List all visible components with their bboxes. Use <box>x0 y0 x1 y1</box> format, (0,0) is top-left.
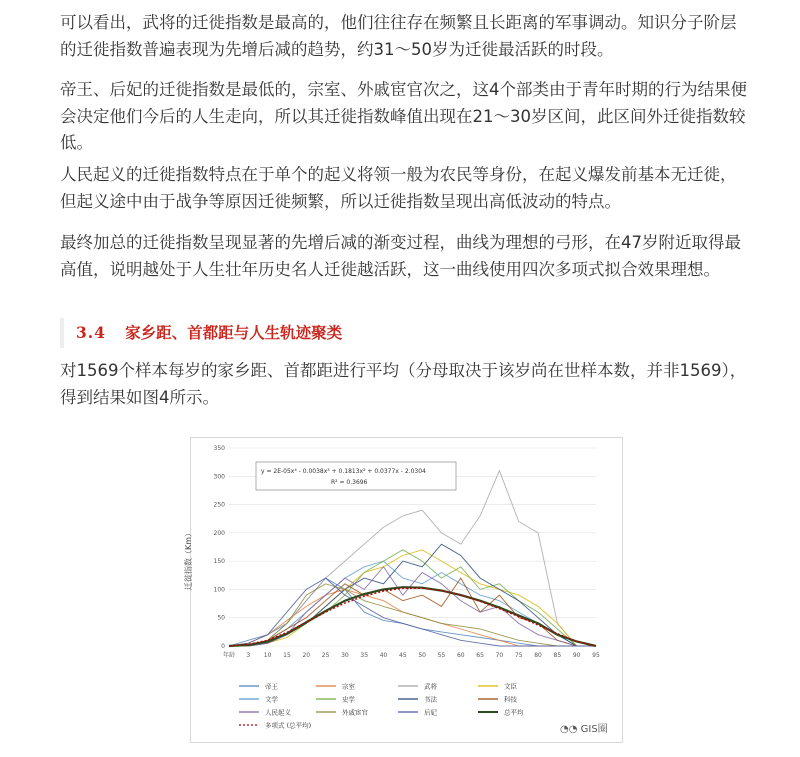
x-tick-label: 60 <box>456 652 465 659</box>
legend-label: 外戚宦官 <box>342 708 368 717</box>
watermark <box>560 720 608 735</box>
legend-label: 科技 <box>504 695 517 704</box>
section-title: 家乡距、首都距与人生轨迹聚类 <box>125 323 343 342</box>
x-tick-label: 80 <box>534 652 542 659</box>
wechat-icon: ◔◔ <box>560 724 578 735</box>
paragraph-2: 帝王、后妃的迁徙指数是最低的，宗室、外戚宦官次之，这4个部类由于青年时期的行为结果便会决定他们今后的人生走向，所以其迁徙指数峰值出现在21～30岁区间，此区间外迁徙指数较低。 <box>60 80 747 152</box>
x-tick-label: 55 <box>437 652 446 659</box>
equation-box <box>256 462 456 490</box>
legend-label: 人民起义 <box>265 708 291 717</box>
trendline <box>229 588 596 646</box>
y-axis-label: 迁徙指数（Km） <box>184 528 193 590</box>
y-tick-label: 250 <box>213 501 225 509</box>
x-tick-label: 15 <box>283 652 291 659</box>
x-tick-label: 20 <box>302 652 311 659</box>
x-tick-label: 75 <box>514 652 523 659</box>
legend-label: 多项式 (总平均) <box>265 721 312 730</box>
y-tick-label: 350 <box>213 445 225 452</box>
legend-label: 后妃 <box>424 708 437 717</box>
x-axis-ticks <box>223 651 600 659</box>
paragraph-1: 可以看出，武将的迁徙指数是最高的，他们往往存在频繁且长距离的军事调动。知识分子阶层的迁徙指数普遍表现为先增后减的趋势，约31～50岁为迁徙最活跃的时段。 <box>60 13 737 59</box>
legend-label: 武将 <box>424 682 437 691</box>
x-tick-label: 90 <box>572 652 581 659</box>
section-heading <box>60 318 746 348</box>
x-tick-label: 70 <box>495 652 504 659</box>
x-tick-label: 50 <box>418 652 426 659</box>
y-tick-label: 100 <box>213 586 225 594</box>
x-tick-label: 40 <box>379 652 388 659</box>
legend-label: 文臣 <box>504 682 517 691</box>
y-tick-label: 50 <box>217 614 225 622</box>
x-tick-label: 年龄 <box>222 652 236 659</box>
migration-index-chart <box>184 438 622 742</box>
watermark-text: GIS圈 <box>580 724 608 735</box>
y-tick-label: 300 <box>213 473 225 481</box>
x-tick-label: 30 <box>341 652 349 659</box>
legend-label: 总平均 <box>504 708 524 717</box>
paragraph-4: 最终加总的迁徙指数呈现显著的先增后减的渐变过程，曲线为理想的弓形，在47岁附近取得最高值，说明越处于人生壮年历史名人迁徙越活跃，这一曲线使用四次多项式拟合效果理想。 <box>60 233 741 279</box>
legend-label: 文学 <box>265 695 278 704</box>
r-squared-text: R² = 0.3696 <box>331 479 368 486</box>
y-tick-label: 0 <box>221 643 225 650</box>
x-tick-label: 45 <box>399 652 407 659</box>
y-tick-label: 200 <box>213 529 225 537</box>
paragraph-5: 对1569个样本每岁的家乡距、首都距进行平均（分母取决于该岁尚在世样本数，并非1569），得到结果如图4所示。 <box>60 361 747 407</box>
paragraph-3: 人民起义的迁徙指数特点在于单个的起义将领一般为农民等身份，在起义爆发前基本无迁徙，但起义途中由于战争等原因迁徙频繁，所以迁徙指数呈现出高低波动的特点。 <box>60 165 737 211</box>
y-tick-label: 150 <box>213 558 225 566</box>
x-tick-label: 25 <box>321 652 330 659</box>
legend-label: 史学 <box>342 695 355 704</box>
legend-label: 帝王 <box>265 682 278 691</box>
legend-label: 宗室 <box>342 682 355 691</box>
legend-label: 书法 <box>424 695 437 704</box>
section-number: 3.4 <box>76 323 106 342</box>
x-tick-label: 65 <box>476 652 484 659</box>
x-tick-label: 3 <box>246 652 251 659</box>
x-tick-label: 95 <box>592 652 600 659</box>
figure-chart <box>184 437 623 743</box>
x-tick-label: 85 <box>553 652 562 659</box>
x-tick-label: 35 <box>360 652 369 659</box>
y-axis-ticks <box>214 445 226 650</box>
chart-series-lines <box>229 471 596 646</box>
series-line <box>229 587 596 646</box>
x-tick-label: 10 <box>263 652 272 659</box>
equation-text: y = 2E-05x⁴ - 0.0038x³ + 0.1813x² + 0.0377x - 2.0304 <box>261 468 426 475</box>
chart-legend <box>239 682 524 730</box>
